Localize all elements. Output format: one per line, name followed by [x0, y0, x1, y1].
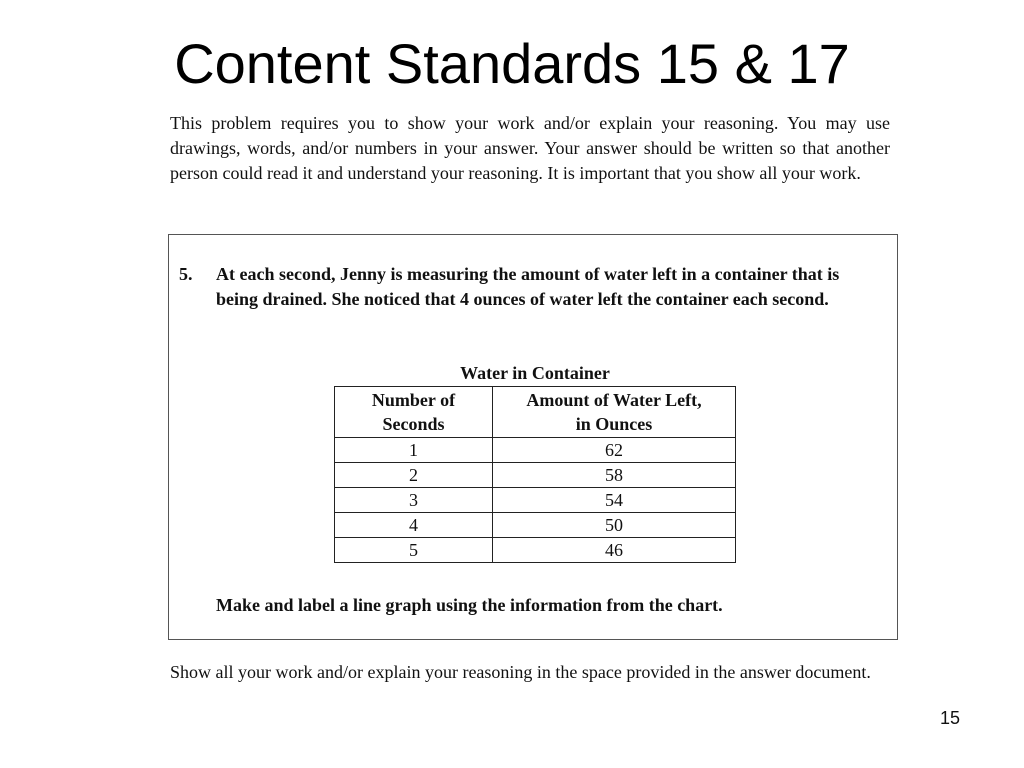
intro-paragraph: This problem requires you to show your work and/or explain your reasoning. You may use drawings, words, and/or numbers in your answer. Your answer should be written so that another person could read it and understand your reasoning. It is important that you show all your work.: [170, 113, 890, 183]
table-row: [335, 463, 736, 488]
header-ounces-line2: in Ounces: [575, 414, 653, 434]
header-ounces: [493, 387, 736, 438]
cell-ounces: 58: [493, 463, 736, 488]
header-ounces-line1: Amount of Water Left,: [526, 390, 702, 410]
table-row: [335, 488, 736, 513]
water-table: [334, 386, 736, 563]
problem-number: 5.: [179, 264, 193, 284]
cell-ounces: 46: [493, 538, 736, 563]
cell-ounces: 50: [493, 513, 736, 538]
table-row: [335, 538, 736, 563]
header-seconds-line1: Number of: [371, 390, 456, 410]
cell-seconds: 1: [335, 438, 493, 463]
cell-ounces: 54: [493, 488, 736, 513]
slide-title: Content Standards 15 & 17: [174, 32, 850, 95]
cell-seconds: 2: [335, 463, 493, 488]
cell-seconds: 5: [335, 538, 493, 563]
cell-ounces: 62: [493, 438, 736, 463]
cell-seconds: 3: [335, 488, 493, 513]
problem-text: At each second, Jenny is measuring the amount of water left in a container that is being drained. She noticed that 4 ounces of water left the container each second.: [216, 264, 840, 309]
closing-paragraph: Show all your work and/or explain your reasoning in the space provided in the answer document.: [170, 662, 871, 682]
problem-box: [168, 234, 898, 640]
header-seconds-line2: Seconds: [382, 414, 445, 434]
table-row: [335, 438, 736, 463]
page-number: 15: [939, 708, 961, 728]
cell-seconds: 4: [335, 513, 493, 538]
table-header-row: [335, 387, 736, 438]
problem-instruction: Make and label a line graph using the information from the chart.: [216, 595, 723, 615]
header-seconds: [335, 387, 493, 438]
table-row: [335, 513, 736, 538]
table-title: Water in Container: [460, 363, 610, 383]
